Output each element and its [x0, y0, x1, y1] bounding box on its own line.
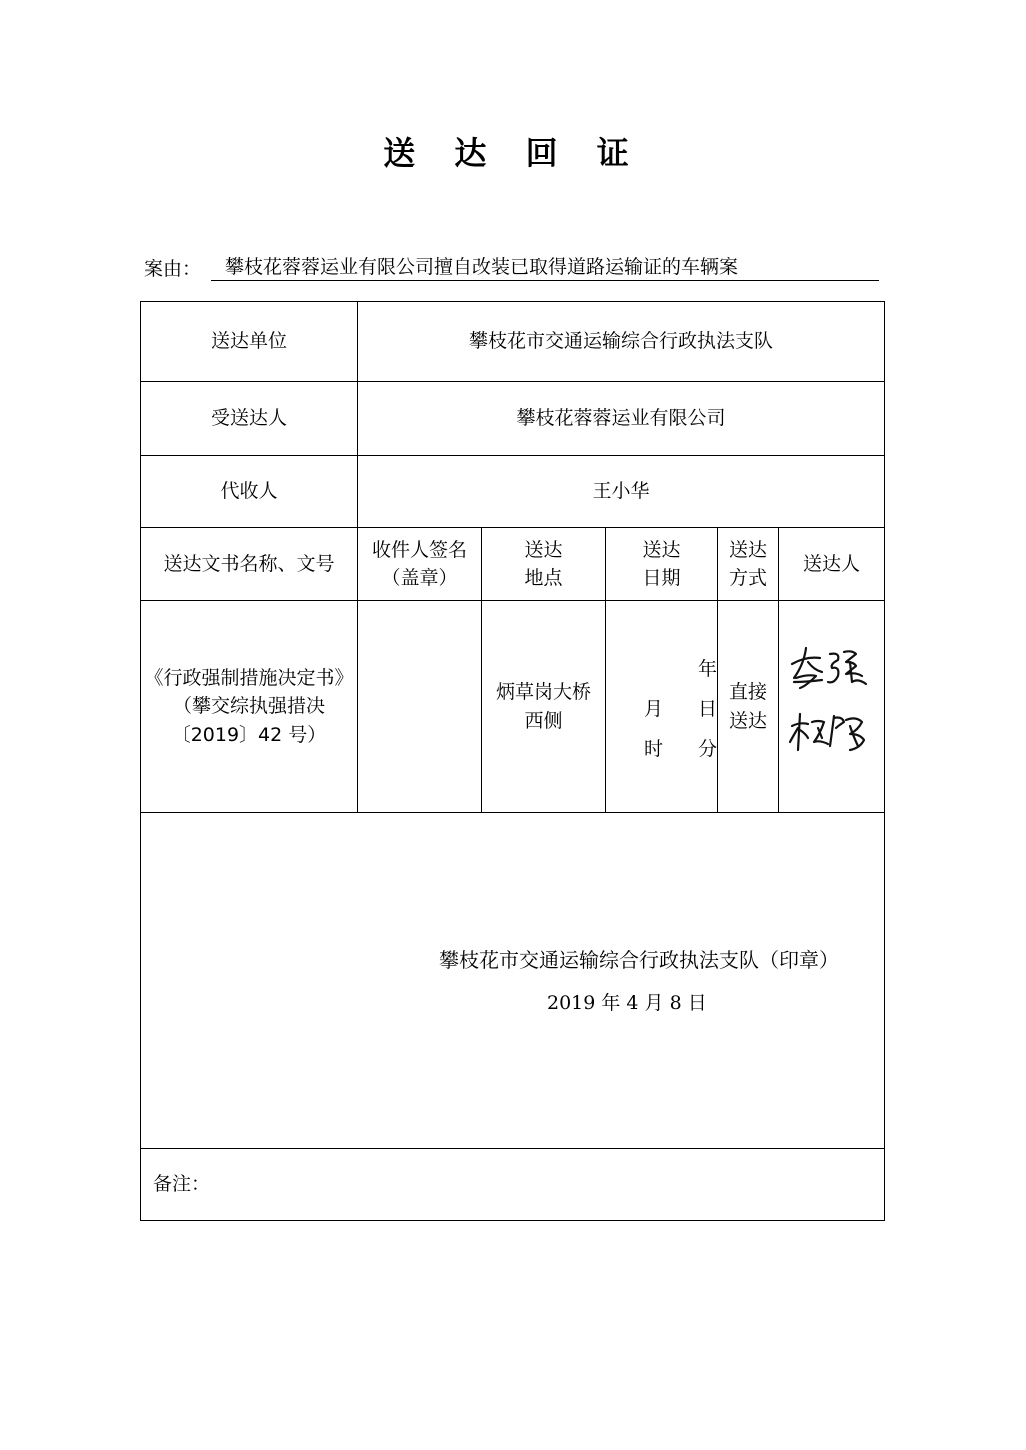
- signature-2-stroke: [830, 716, 834, 746]
- method-line1: 直接: [728, 681, 767, 703]
- stamp-block: [141, 813, 884, 1148]
- entry-row: [141, 601, 885, 813]
- recipient-label: 受送达人: [141, 382, 358, 456]
- page-title: 送 达 回 证: [383, 134, 643, 172]
- date-header-line1: 送达: [642, 538, 681, 561]
- signature-2-stroke: [800, 730, 808, 738]
- remarks-label: 备注：: [153, 1173, 211, 1196]
- signature-1-stroke: [828, 653, 838, 682]
- stamp-row: [141, 813, 885, 1149]
- place-header: [482, 528, 606, 601]
- method-cell: [718, 601, 779, 813]
- date-day: 日: [697, 698, 717, 720]
- recipient-row: [141, 382, 885, 456]
- sender-unit-row: [141, 302, 885, 382]
- server-signature-cell: [779, 601, 885, 813]
- remarks-row: [141, 1149, 885, 1221]
- recipient-signature-cell: [358, 601, 482, 813]
- stamp-cell: [141, 813, 885, 1149]
- method-header-line1: 送达: [728, 538, 767, 561]
- date-hour: 时: [644, 738, 664, 760]
- case-cause-label: 案由：: [144, 258, 202, 280]
- case-cause-value: 攀枝花蓉蓉运业有限公司擅自改装已取得道路运输证的车辆案: [211, 252, 879, 281]
- signature-header-line2: （盖章）: [381, 567, 458, 589]
- delivery-table: [140, 301, 885, 1221]
- signature-1-stroke: [808, 662, 822, 672]
- signature-2-stroke: [798, 714, 800, 750]
- stamp-date: 2019 年 4 月 8 日: [547, 992, 707, 1014]
- stamp-organization: 攀枝花市交通运输综合行政执法支队（印章）: [439, 948, 839, 972]
- place-cell: [482, 601, 606, 813]
- date-year: 年: [697, 658, 717, 680]
- signature-header: [358, 528, 482, 601]
- method-header: [718, 528, 779, 601]
- agent-value: 王小华: [358, 456, 885, 528]
- date-minute: 分: [697, 738, 717, 760]
- doc-name-cell: [141, 601, 358, 813]
- method-header-line2: 方式: [728, 567, 767, 589]
- date-cell: [606, 601, 718, 813]
- place-header-line1: 送达: [524, 538, 563, 561]
- signature-1-stroke: [844, 651, 862, 676]
- method-line2: 送达: [728, 709, 767, 732]
- sender-unit-label: 送达单位: [141, 302, 358, 382]
- agent-label: 代收人: [141, 456, 358, 528]
- signature-2-stroke: [846, 718, 864, 750]
- place-line2: 西侧: [524, 709, 563, 732]
- sender-unit-value: 攀枝花市交通运输综合行政执法支队: [358, 302, 885, 382]
- case-cause-row: [144, 252, 879, 281]
- remarks-cell: [141, 1149, 885, 1221]
- doc-name-line2: （攀交综执强措决: [172, 695, 325, 718]
- date-month: 月: [644, 698, 664, 720]
- date-header: [606, 528, 718, 601]
- signature-2-stroke: [834, 717, 844, 728]
- date-header-line2: 日期: [642, 567, 681, 589]
- signature-1-stroke: [792, 657, 820, 663]
- place-header-line2: 地点: [524, 567, 563, 589]
- doc-name-header: 送达文书名称、文号: [141, 528, 358, 601]
- handwritten-signatures: [784, 642, 880, 772]
- agent-row: [141, 456, 885, 528]
- recipient-value: 攀枝花蓉蓉运业有限公司: [358, 382, 885, 456]
- place-line1: 炳草岗大桥: [495, 681, 591, 703]
- signature-header-line1: 收件人签名: [371, 538, 467, 561]
- signature-1-stroke: [794, 680, 822, 682]
- doc-name-line1: 《行政强制措施决定书》: [144, 666, 354, 689]
- header-row: [141, 528, 885, 601]
- doc-name-line3: 〔2019〕42 号）: [171, 723, 327, 746]
- server-header: 送达人: [779, 528, 885, 601]
- signature-2-stroke: [790, 728, 798, 742]
